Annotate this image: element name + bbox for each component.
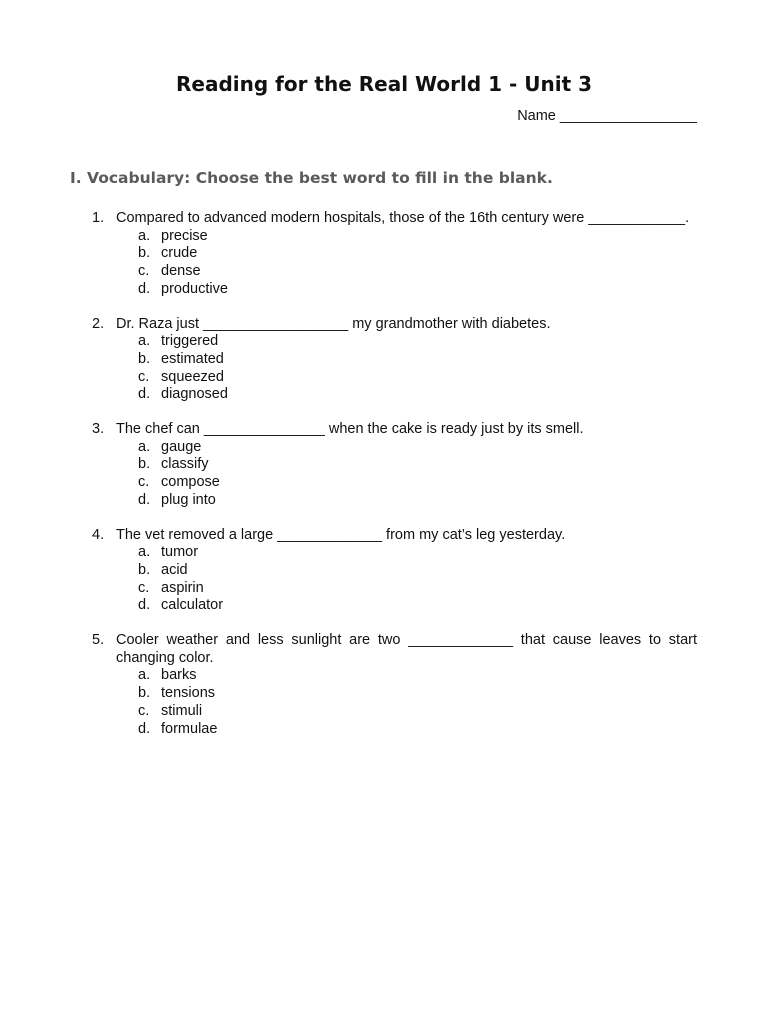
option-c xyxy=(138,703,697,721)
option-text: calculator xyxy=(161,597,224,614)
option-letter: b. xyxy=(138,245,151,262)
option-text: gauge xyxy=(161,438,202,455)
option-a xyxy=(138,333,697,351)
option-text: acid xyxy=(161,561,188,578)
option-d xyxy=(138,597,697,615)
question-number: 1. xyxy=(92,210,105,226)
option-list xyxy=(116,228,697,299)
option-b xyxy=(138,685,697,703)
option-b xyxy=(138,456,697,474)
option-list xyxy=(116,439,697,510)
option-text: classify xyxy=(161,456,209,473)
option-letter: a. xyxy=(138,438,151,455)
option-letter: a. xyxy=(138,544,151,561)
option-list xyxy=(116,333,697,404)
option-letter: b. xyxy=(138,456,151,473)
question-number: 5. xyxy=(92,632,105,649)
question-text: The chef can _______________ when the cake is ready just by its smell. xyxy=(116,421,584,438)
option-letter: c. xyxy=(138,263,150,280)
option-text: squeezed xyxy=(161,368,224,385)
option-letter: d. xyxy=(138,491,151,508)
option-letter: c. xyxy=(138,474,150,491)
question-text: Compared to advanced modern hospitals, those of the 16th century were ____________. xyxy=(116,210,690,226)
option-text: precise xyxy=(161,227,208,244)
option-a xyxy=(138,544,697,562)
option-a xyxy=(138,228,697,246)
option-text: diagnosed xyxy=(161,386,228,403)
question-text: Dr. Raza just __________________ my grandmother with diabetes. xyxy=(116,315,551,332)
option-text: dense xyxy=(161,263,201,280)
option-text: estimated xyxy=(161,350,224,367)
option-d xyxy=(138,492,697,510)
option-letter: d. xyxy=(138,720,151,737)
option-letter: b. xyxy=(138,685,151,702)
question-number: 4. xyxy=(92,526,105,543)
name-field: Name _________________ xyxy=(517,108,697,124)
option-letter: a. xyxy=(138,667,151,684)
option-text: productive xyxy=(161,280,228,297)
question-2 xyxy=(92,316,697,405)
page-title: Reading for the Real World 1 - Unit 3 xyxy=(175,72,593,96)
option-c xyxy=(138,580,697,598)
option-text: aspirin xyxy=(161,579,204,596)
option-text: formulae xyxy=(161,720,218,737)
option-letter: c. xyxy=(138,702,150,719)
option-b xyxy=(138,245,697,263)
question-3 xyxy=(92,421,697,510)
option-list xyxy=(116,544,697,615)
option-text: stimuli xyxy=(161,702,203,719)
option-letter: b. xyxy=(138,561,151,578)
option-a xyxy=(138,667,697,685)
option-letter: d. xyxy=(138,597,151,614)
option-text: compose xyxy=(161,474,220,491)
option-d xyxy=(138,386,697,404)
option-letter: b. xyxy=(138,350,151,367)
option-letter: d. xyxy=(138,280,151,297)
question-text: Cooler weather and less sunlight are two _____________ that cause leaves to start changing color. xyxy=(116,632,702,666)
option-b xyxy=(138,351,697,369)
option-letter: a. xyxy=(138,227,151,244)
option-text: tumor xyxy=(161,544,199,561)
option-a xyxy=(138,439,697,457)
option-list xyxy=(116,667,697,738)
question-4 xyxy=(92,527,697,616)
option-text: triggered xyxy=(161,333,219,350)
question-number: 2. xyxy=(92,315,105,332)
option-text: crude xyxy=(161,245,198,262)
option-letter: c. xyxy=(138,368,150,385)
section-heading: I. Vocabulary: Choose the best word to fill in the blank. xyxy=(70,169,553,187)
option-d xyxy=(138,721,697,739)
option-letter: a. xyxy=(138,333,151,350)
option-letter: d. xyxy=(138,386,151,403)
option-c xyxy=(138,263,697,281)
option-c xyxy=(138,369,697,387)
question-text: The vet removed a large _____________ from my cat’s leg yesterday. xyxy=(116,526,566,543)
question-5 xyxy=(92,632,702,738)
question-number: 3. xyxy=(92,421,105,438)
question-list xyxy=(92,210,702,755)
option-b xyxy=(138,562,697,580)
option-text: barks xyxy=(161,667,197,684)
option-letter: c. xyxy=(138,579,150,596)
question-1 xyxy=(92,210,697,299)
option-c xyxy=(138,474,697,492)
option-d xyxy=(138,281,697,299)
option-text: tensions xyxy=(161,685,216,702)
option-text: plug into xyxy=(161,491,216,508)
